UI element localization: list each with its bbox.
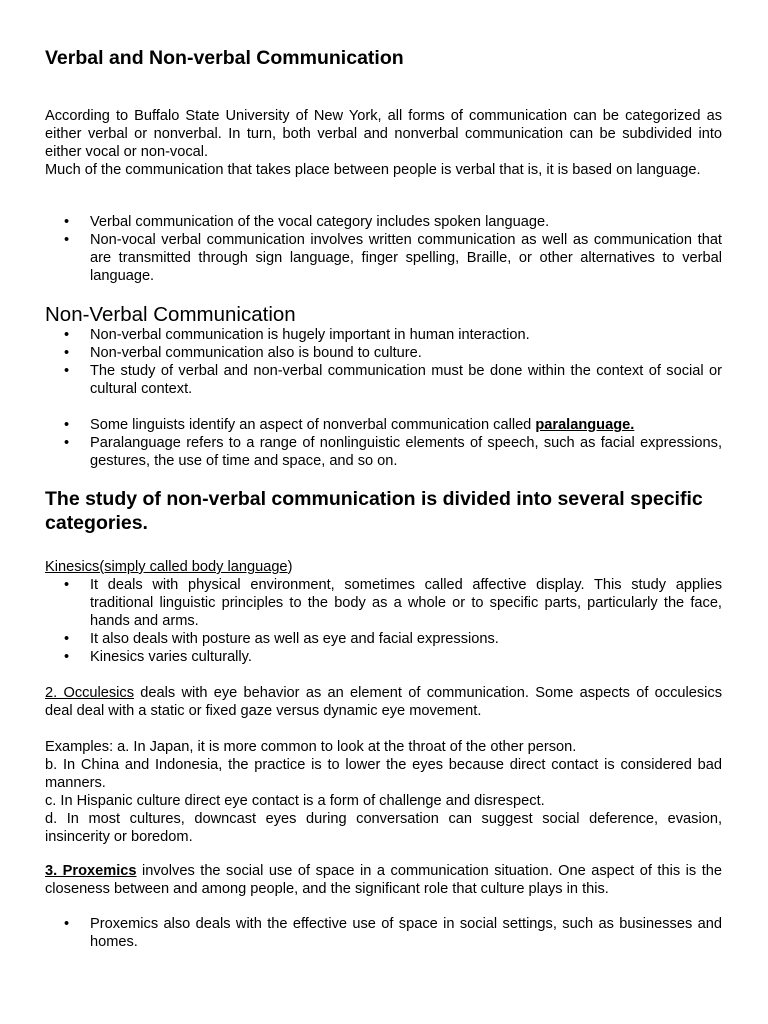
document-title: Verbal and Non-verbal Communication: [45, 47, 404, 69]
example-line: d. In most cultures, downcast eyes during conversation can suggest social deference, evasion, insincerity or boredom.: [45, 811, 722, 845]
intro-paragraph-1: According to Buffalo State University of New York, all forms of communication can be categorized as either verbal or nonverbal. In turn, both verbal and nonverbal communication can be subdivided into either vocal or non-vocal.: [45, 108, 722, 160]
list-item: • Paralanguage refers to a range of nonlinguistic elements of speech, such as facial expressions, gestures, the use of time and space, and so on.: [45, 434, 722, 470]
intro-paragraph-2: Much of the communication that takes place between people is verbal that is, it is based on language.: [45, 162, 701, 178]
proxemics-label: 3. Proxemics: [45, 863, 137, 879]
list-item: • Non-vocal verbal communication involves written communication as well as communication that are transmitted through sign language, finger spelling, Braille, or other alternatives to verbal language.: [45, 231, 722, 285]
kinesics-bullet-list: [45, 576, 722, 666]
example-line: c. In Hispanic culture direct eye contact is a form of challenge and disrespect.: [45, 793, 545, 809]
kinesics-label-line: [45, 558, 722, 576]
list-item: • Non-verbal communication also is bound to culture.: [45, 344, 722, 362]
list-item: • It deals with physical environment, sometimes called affective display. This study applies traditional linguistic principles to the body as a whole or to specific parts, particularly the face, hands and arms.: [45, 576, 722, 630]
verbal-bullet-list: [45, 213, 722, 285]
paralanguage-term: paralanguage.: [535, 417, 635, 433]
proxemics-paragraph: [45, 862, 722, 898]
paralanguage-lead: Some linguists identify an aspect of nonverbal communication called: [90, 417, 536, 433]
occulesics-examples: [45, 738, 722, 846]
list-item: • Proxemics also deals with the effective use of space in social settings, such as businesses and homes.: [45, 915, 722, 951]
proxemics-bullet-list: [45, 915, 722, 951]
occulesics-paragraph: [45, 684, 722, 720]
intro-section: [45, 107, 722, 179]
nonverbal-bullet-list: [45, 326, 722, 398]
categories-heading: The study of non-verbal communication is divided into several specific categories.: [45, 488, 703, 534]
list-item: • Non-verbal communication is hugely important in human interaction.: [45, 326, 722, 344]
nonverbal-heading: Non-Verbal Communication: [45, 303, 296, 326]
occulesics-text: deals with eye behavior as an element of communication. Some aspects of occulesics deal deal with a static or fixed gaze versus dynamic eye movement.: [45, 685, 722, 719]
example-line: Examples: a. In Japan, it is more common to look at the throat of the other person.: [45, 739, 577, 755]
example-line: b. In China and Indonesia, the practice is to lower the eyes because direct contact is considered bad manners.: [45, 757, 722, 791]
list-item: • The study of verbal and non-verbal communication must be done within the context of social or cultural context.: [45, 362, 722, 398]
list-item: • It also deals with posture as well as eye and facial expressions.: [45, 630, 722, 648]
list-item: [45, 416, 722, 434]
kinesics-label: Kinesics(simply called body language: [45, 559, 288, 575]
list-item: • Verbal communication of the vocal category includes spoken language.: [45, 213, 722, 231]
occulesics-label: 2. Occulesics: [45, 685, 135, 701]
proxemics-text: involves the social use of space in a communication situation. One aspect of this is the closeness between and among people, and the significant role that culture plays in this.: [45, 863, 722, 897]
list-item: • Kinesics varies culturally.: [45, 648, 722, 666]
kinesics-label-close: ): [287, 559, 293, 575]
paralanguage-bullet-list: [45, 416, 722, 470]
